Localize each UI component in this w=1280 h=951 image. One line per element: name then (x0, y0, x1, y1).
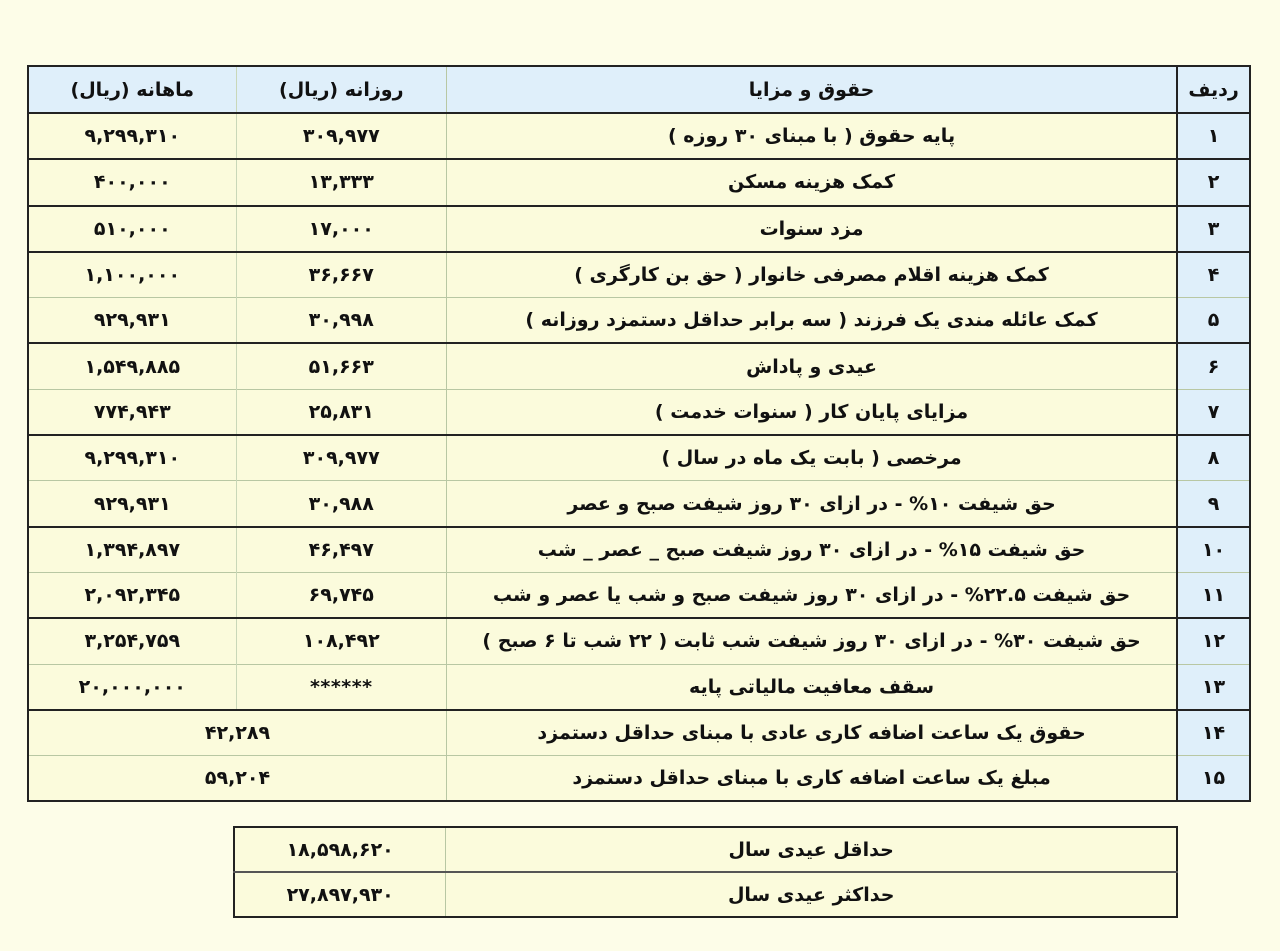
table-row (28, 389, 1250, 435)
row-monthly-value: ۱,۱۰۰,۰۰۰ (28, 252, 236, 298)
row-number: ۱۰ (1177, 527, 1250, 573)
row-title: حق شیفت ۲۲.۵% - در ازای ۳۰ روز شیفت صبح و شب یا عصر و شب (446, 572, 1177, 618)
table-row (28, 206, 1250, 252)
row-monthly-value: ۷۷۴,۹۴۳ (28, 389, 236, 435)
row-number: ۳ (1177, 206, 1250, 252)
eidi-max-value: ۲۷,۸۹۷,۹۳۰ (234, 872, 446, 917)
table-row (28, 343, 1250, 389)
row-number: ۱۴ (1177, 710, 1250, 756)
row-monthly-value: ۹۲۹,۹۳۱ (28, 298, 236, 344)
row-title: کمک هزینه مسکن (446, 159, 1177, 205)
row-daily-value: ۳۰,۹۹۸ (236, 298, 446, 344)
row-title: حق شیفت ۱۵% - در ازای ۳۰ روز شیفت صبح _ عصر _ شب (446, 527, 1177, 573)
header-monthly: ماهانه (ریال) (28, 66, 236, 113)
row-title: سقف معافیت مالیاتی پایه (446, 664, 1177, 710)
row-title: مزد سنوات (446, 206, 1177, 252)
header-daily: روزانه (ریال) (236, 66, 446, 113)
row-title: کمک هزینه اقلام مصرفی خانوار ( حق بن کارگری ) (446, 252, 1177, 298)
header-title: حقوق و مزایا (446, 66, 1177, 113)
eidi-row (234, 827, 1177, 872)
row-daily-value: ****** (236, 664, 446, 710)
table-row (28, 481, 1250, 527)
row-merged-value: ۵۹,۲۰۴ (28, 756, 446, 802)
table-row (28, 664, 1250, 710)
row-daily-value: ۱۰۸,۴۹۲ (236, 618, 446, 664)
row-number: ۴ (1177, 252, 1250, 298)
row-monthly-value: ۹۲۹,۹۳۱ (28, 481, 236, 527)
annual-eidi-table (233, 826, 1178, 918)
table-row (28, 572, 1250, 618)
row-monthly-value: ۱,۳۹۴,۸۹۷ (28, 527, 236, 573)
eidi-min-label: حداقل عیدی سال (446, 827, 1177, 872)
table-row (28, 756, 1250, 802)
table-row (28, 527, 1250, 573)
row-title: پایه حقوق ( با مبنای ۳۰ روزه ) (446, 113, 1177, 159)
row-daily-value: ۳۰,۹۸۸ (236, 481, 446, 527)
eidi-max-label: حداکثر عیدی سال (446, 872, 1177, 917)
header-row-number: ردیف (1177, 66, 1250, 113)
row-title: مزایای پایان کار ( سنوات خدمت ) (446, 389, 1177, 435)
row-monthly-value: ۹,۲۹۹,۳۱۰ (28, 113, 236, 159)
row-title: حق شیفت ۳۰% - در ازای ۳۰ روز شیفت شب ثابت ( ۲۲ شب تا ۶ صبح ) (446, 618, 1177, 664)
row-monthly-value: ۴۰۰,۰۰۰ (28, 159, 236, 205)
row-daily-value: ۵۱,۶۶۳ (236, 343, 446, 389)
row-merged-value: ۴۲,۲۸۹ (28, 710, 446, 756)
row-number: ۶ (1177, 343, 1250, 389)
row-title: مرخصی ( بابت یک ماه در سال ) (446, 435, 1177, 481)
row-number: ۷ (1177, 389, 1250, 435)
row-daily-value: ۱۷,۰۰۰ (236, 206, 446, 252)
table-row (28, 113, 1250, 159)
row-monthly-value: ۲۰,۰۰۰,۰۰۰ (28, 664, 236, 710)
row-title: مبلغ یک ساعت اضافه کاری با مبنای حداقل دستمزد (446, 756, 1177, 802)
row-daily-value: ۳۰۹,۹۷۷ (236, 113, 446, 159)
row-number: ۸ (1177, 435, 1250, 481)
row-title: عیدی و پاداش (446, 343, 1177, 389)
row-monthly-value: ۳,۲۵۴,۷۵۹ (28, 618, 236, 664)
row-number: ۱۲ (1177, 618, 1250, 664)
row-title: کمک عائله مندی یک فرزند ( سه برابر حداقل دستمزد روزانه ) (446, 298, 1177, 344)
row-daily-value: ۴۶,۴۹۷ (236, 527, 446, 573)
row-daily-value: ۶۹,۷۴۵ (236, 572, 446, 618)
table-header-row (28, 66, 1250, 113)
row-number: ۱۱ (1177, 572, 1250, 618)
row-number: ۱۳ (1177, 664, 1250, 710)
row-title: حقوق یک ساعت اضافه کاری عادی با مبنای حداقل دستمزد (446, 710, 1177, 756)
row-monthly-value: ۹,۲۹۹,۳۱۰ (28, 435, 236, 481)
row-daily-value: ۳۶,۶۶۷ (236, 252, 446, 298)
row-daily-value: ۳۰۹,۹۷۷ (236, 435, 446, 481)
row-monthly-value: ۱,۵۴۹,۸۸۵ (28, 343, 236, 389)
eidi-row (234, 872, 1177, 917)
row-daily-value: ۱۳,۳۳۳ (236, 159, 446, 205)
row-number: ۱۵ (1177, 756, 1250, 802)
row-number: ۲ (1177, 159, 1250, 205)
salary-benefits-table (27, 65, 1251, 802)
row-number: ۹ (1177, 481, 1250, 527)
table-row (28, 252, 1250, 298)
eidi-min-value: ۱۸,۵۹۸,۶۲۰ (234, 827, 446, 872)
row-monthly-value: ۵۱۰,۰۰۰ (28, 206, 236, 252)
table-row (28, 710, 1250, 756)
table-row (28, 159, 1250, 205)
table-row (28, 298, 1250, 344)
row-number: ۵ (1177, 298, 1250, 344)
row-monthly-value: ۲,۰۹۲,۳۴۵ (28, 572, 236, 618)
row-number: ۱ (1177, 113, 1250, 159)
row-daily-value: ۲۵,۸۳۱ (236, 389, 446, 435)
table-row (28, 435, 1250, 481)
table-row (28, 618, 1250, 664)
row-title: حق شیفت ۱۰% - در ازای ۳۰ روز شیفت صبح و عصر (446, 481, 1177, 527)
